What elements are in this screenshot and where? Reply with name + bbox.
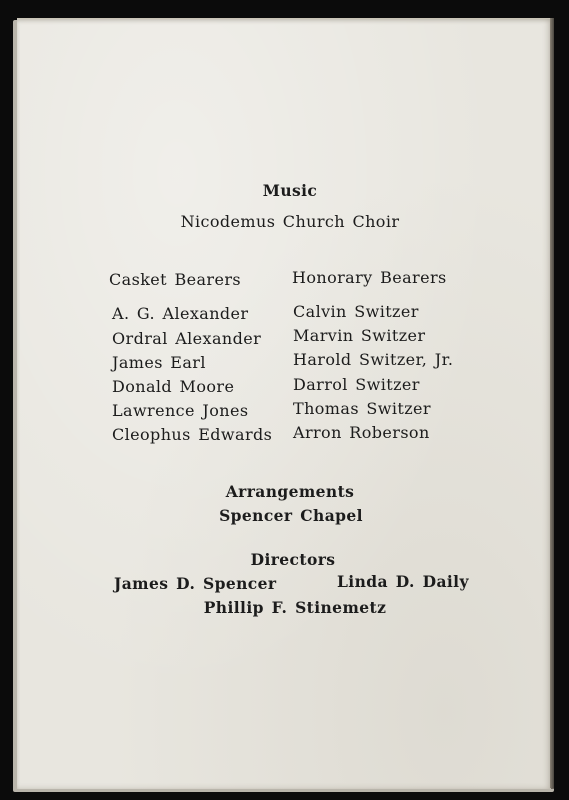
casket-bearer: A. G. Alexander bbox=[112, 304, 249, 323]
honorary-bearer: Calvin Switzer bbox=[293, 302, 419, 321]
honorary-bearers-heading: Honorary Bearers bbox=[292, 268, 447, 287]
honorary-bearer: Thomas Switzer bbox=[293, 399, 431, 418]
chapel-name: Spencer Chapel bbox=[219, 506, 363, 525]
casket-bearer: Cleophus Edwards bbox=[112, 425, 273, 444]
casket-bearer: Ordral Alexander bbox=[112, 329, 262, 348]
director-name: James D. Spencer bbox=[114, 574, 277, 593]
program-page bbox=[17, 18, 554, 789]
director-name: Linda D. Daily bbox=[337, 572, 469, 591]
casket-bearer: Lawrence Jones bbox=[112, 401, 249, 420]
choir-name: Nicodemus Church Choir bbox=[180, 212, 400, 231]
casket-bearer: Donald Moore bbox=[112, 377, 235, 396]
honorary-bearer: Arron Roberson bbox=[293, 423, 430, 442]
music-heading: Music bbox=[262, 181, 318, 200]
honorary-bearer: Darrol Switzer bbox=[293, 375, 420, 394]
honorary-bearer: Harold Switzer, Jr. bbox=[293, 350, 454, 369]
honorary-bearer: Marvin Switzer bbox=[293, 326, 426, 345]
page-edge bbox=[550, 18, 554, 788]
directors-heading: Directors bbox=[250, 550, 336, 569]
casket-bearer: James Earl bbox=[112, 353, 206, 372]
arrangements-heading: Arrangements bbox=[225, 482, 355, 501]
casket-bearers-heading: Casket Bearers bbox=[109, 270, 242, 289]
director-name: Phillip F. Stinemetz bbox=[203, 598, 387, 617]
